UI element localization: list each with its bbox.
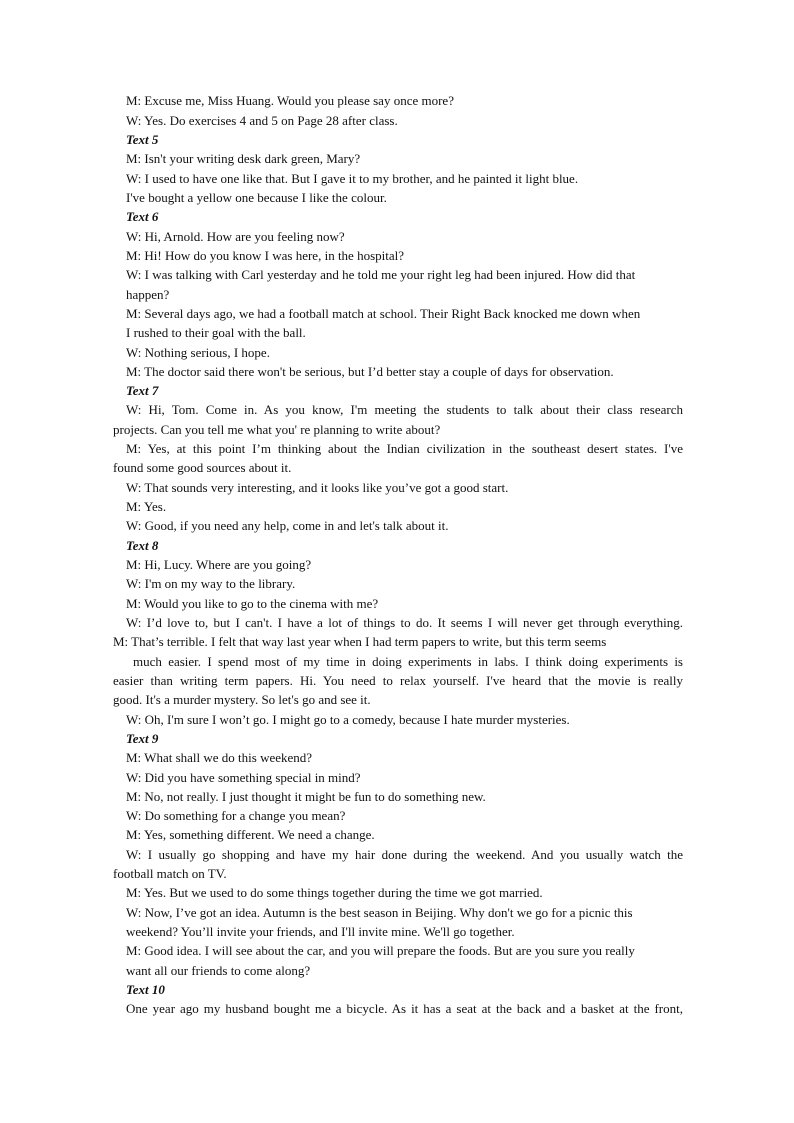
dialogue-line: W: That sounds very interesting, and it looks like you’ve got a good start. — [126, 480, 509, 495]
dialogue-line: M: The doctor said there won't be serious, but I’d better stay a couple of days for observation. — [126, 364, 614, 379]
dialogue-line: W: Hi, Tom. Come in. As you know, I'm meeting the students to talk about their class research — [126, 402, 683, 417]
dialogue-line: I've bought a yellow one because I like the colour. — [126, 190, 387, 205]
dialogue-line: M: Hi, Lucy. Where are you going? — [126, 557, 312, 572]
paragraph-line: One year ago my husband bought me a bicycle. As it has a seat at the back and a basket at the front, — [126, 1001, 683, 1016]
dialogue-line: good. It's a murder mystery. So let's go and see it. — [113, 692, 371, 707]
dialogue-line: much easier. I spend most of my time in doing experiments in labs. I think doing experiments is — [133, 654, 683, 669]
dialogue-line: happen? — [126, 287, 170, 302]
dialogue-line: W: I usually go shopping and have my hair done during the weekend. And you usually watch the — [126, 847, 683, 862]
dialogue-line: found some good sources about it. — [113, 460, 292, 475]
dialogue-line: easier than writing term papers. Hi. You need to relax yourself. I've heard that the movie is really — [113, 673, 683, 688]
section-heading-text-10: Text 10 — [126, 982, 165, 997]
dialogue-line: W: Hi, Arnold. How are you feeling now? — [126, 229, 345, 244]
dialogue-line: W: Do something for a change you mean? — [126, 808, 346, 823]
dialogue-line: M: Yes, something different. We need a change. — [126, 827, 375, 842]
dialogue-line: M: Yes, at this point I’m thinking about the Indian civilization in the southeast desert states. I've — [126, 441, 683, 456]
section-heading-text-7: Text 7 — [126, 383, 159, 398]
dialogue-line: W: I used to have one like that. But I gave it to my brother, and he painted it light blue. — [126, 171, 579, 186]
dialogue-line: projects. Can you tell me what you' re planning to write about? — [113, 422, 441, 437]
dialogue-line: W: Yes. Do exercises 4 and 5 on Page 28 after class. — [126, 113, 398, 128]
dialogue-line: W: Did you have something special in mind? — [126, 770, 361, 785]
dialogue-line: M: Yes. — [126, 499, 167, 514]
dialogue-line: want all our friends to come along? — [126, 963, 311, 978]
section-heading-text-8: Text 8 — [126, 538, 159, 553]
dialogue-line: M: Hi! How do you know I was here, in the hospital? — [126, 248, 405, 263]
dialogue-line: W: Now, I’ve got an idea. Autumn is the best season in Beijing. Why don't we go for a picnic this — [126, 905, 633, 920]
dialogue-line: W: I'm on my way to the library. — [126, 576, 296, 591]
section-heading-text-6: Text 6 — [126, 209, 159, 224]
dialogue-line: football match on TV. — [113, 866, 227, 881]
dialogue-line: M: Yes. But we used to do some things together during the time we got married. — [126, 885, 543, 900]
section-heading-text-5: Text 5 — [126, 132, 159, 147]
dialogue-line: M: What shall we do this weekend? — [126, 750, 313, 765]
dialogue-line: M: Good idea. I will see about the car, and you will prepare the foods. But are you sure you really — [126, 943, 635, 958]
dialogue-line: W: Nothing serious, I hope. — [126, 345, 270, 360]
dialogue-line: W: I was talking with Carl yesterday and he told me your right leg had been injured. How did that — [126, 267, 636, 282]
dialogue-line: W: Oh, I'm sure I won’t go. I might go to a comedy, because I hate murder mysteries. — [126, 712, 570, 727]
dialogue-line: M: Would you like to go to the cinema with me? — [126, 596, 379, 611]
dialogue-line: M: Isn't your writing desk dark green, Mary? — [126, 151, 361, 166]
dialogue-line: I rushed to their goal with the ball. — [126, 325, 306, 340]
dialogue-line: M: Several days ago, we had a football match at school. Their Right Back knocked me down when — [126, 306, 641, 321]
dialogue-line: weekend? You’ll invite your friends, and I'll invite mine. We'll go together. — [126, 924, 515, 939]
dialogue-line: M: That’s terrible. I felt that way last year when I had term papers to write, but this term seems — [113, 634, 607, 649]
dialogue-line: W: Good, if you need any help, come in and let's talk about it. — [126, 518, 449, 533]
dialogue-line: W: I’d love to, but I can't. I have a lot of things to do. It seems I will never get through everything. — [126, 615, 683, 630]
dialogue-line: M: Excuse me, Miss Huang. Would you please say once more? — [126, 93, 454, 108]
dialogue-line: M: No, not really. I just thought it might be fun to do something new. — [126, 789, 486, 804]
section-heading-text-9: Text 9 — [126, 731, 159, 746]
